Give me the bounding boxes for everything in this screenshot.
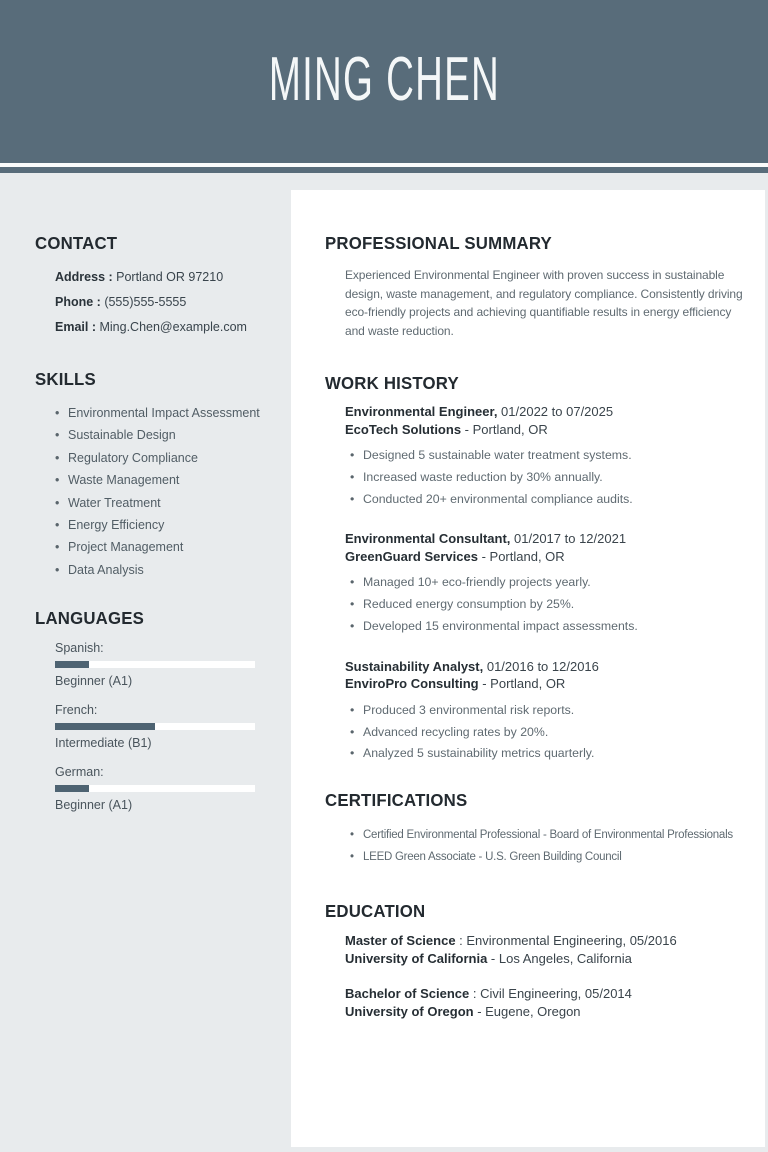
language-name: Spanish: (55, 641, 104, 656)
job-bullet: • Analyzed 5 sustainability metrics quarterly. (350, 743, 737, 765)
job-company-line (345, 421, 737, 439)
education-entry (325, 985, 737, 1020)
job-bullets (350, 445, 737, 510)
main-panel (291, 190, 765, 1147)
skill-item: • Data Analysis (55, 559, 263, 581)
certifications-section (325, 790, 737, 868)
contact-phone-label: Phone : (55, 295, 101, 309)
summary-section (325, 233, 743, 340)
language-item (55, 640, 263, 689)
education-degree-line (345, 985, 737, 1003)
certification-item: • Certified Environmental Professional - Board of Environmental Professionals (350, 824, 737, 846)
job-bullet: • Designed 5 sustainable water treatment systems. (350, 445, 737, 467)
job-dates: 01/2022 to 07/2025 (497, 404, 614, 419)
skill-item: • Regulatory Compliance (55, 447, 263, 469)
contact-heading: CONTACT (35, 233, 118, 253)
job-company: EnviroPro Consulting (345, 676, 479, 692)
job-company: EcoTech Solutions (345, 421, 462, 437)
job-bullet: • Managed 10+ eco-friendly projects yearly. (350, 572, 737, 594)
job-location: - Portland, OR (461, 421, 548, 437)
job-title: Environmental Consultant, (345, 531, 511, 547)
skill-item: • Project Management (55, 536, 263, 558)
language-progress-bar (55, 661, 255, 668)
contact-email-value: Ming.Chen@example.com (96, 320, 247, 334)
job-title-line (345, 530, 737, 548)
language-progress-bar (55, 723, 255, 730)
language-item (55, 764, 263, 813)
contact-phone-line (55, 290, 263, 315)
skill-item: • Energy Efficiency (55, 514, 263, 536)
header-band (0, 0, 768, 163)
education-field: : Civil Engineering, 05/2014 (469, 986, 632, 1002)
skill-item: • Sustainable Design (55, 424, 263, 446)
job-entry (325, 530, 737, 637)
language-progress-fill (55, 661, 89, 668)
job-location: - Portland, OR (477, 548, 565, 564)
job-entry (325, 403, 737, 510)
skill-item: • Water Treatment (55, 492, 263, 514)
contact-section (35, 233, 263, 340)
skills-list (35, 402, 263, 581)
summary-heading: PROFESSIONAL SUMMARY (325, 233, 552, 253)
certifications-list (350, 824, 737, 868)
education-degree: Bachelor of Science (345, 986, 470, 1002)
job-bullet: • Advanced recycling rates by 20%. (350, 722, 737, 744)
education-location: - Eugene, Oregon (473, 1003, 581, 1019)
language-item (55, 702, 263, 751)
job-bullet: • Reduced energy consumption by 25%. (350, 594, 737, 616)
job-bullet: • Increased waste reduction by 30% annually. (350, 467, 737, 489)
language-level: Beginner (A1) (55, 674, 133, 689)
contact-address-label: Address : (55, 270, 113, 284)
certification-item: • LEED Green Associate - U.S. Green Building Council (350, 846, 737, 868)
language-progress-fill (55, 785, 89, 792)
language-name: French: (55, 703, 98, 718)
job-bullet: • Conducted 20+ environmental compliance audits. (350, 489, 737, 511)
language-level: Intermediate (B1) (55, 736, 152, 751)
job-bullet: • Developed 15 environmental impact assessments. (350, 616, 737, 638)
education-entry (325, 932, 737, 967)
contact-address-line (55, 265, 263, 290)
languages-heading: LANGUAGES (35, 608, 145, 629)
job-company: GreenGuard Services (345, 548, 478, 564)
certifications-heading: CERTIFICATIONS (325, 790, 468, 811)
job-title: Environmental Engineer, (345, 404, 498, 419)
contact-phone-value: (555)555-5555 (100, 295, 187, 309)
contact-address-value: Portland OR 97210 (112, 270, 224, 284)
education-school: University of California (345, 950, 488, 966)
job-bullets (350, 700, 737, 765)
work-history-heading: WORK HISTORY (325, 373, 459, 393)
language-level: Beginner (A1) (55, 798, 133, 813)
education-location: - Los Angeles, California (487, 950, 632, 966)
job-dates: 01/2016 to 12/2016 (483, 658, 599, 674)
language-name: German: (55, 765, 104, 780)
skill-item: • Environmental Impact Assessment (55, 402, 263, 424)
education-school-line (345, 1003, 737, 1021)
job-bullets (350, 572, 737, 637)
job-dates: 01/2017 to 12/2021 (510, 531, 627, 547)
education-heading: EDUCATION (325, 901, 426, 922)
language-progress-bar (55, 785, 255, 792)
education-degree-line (345, 932, 737, 950)
work-history-section (325, 373, 737, 765)
skill-item: • Waste Management (55, 469, 263, 491)
skills-section (35, 369, 263, 581)
education-school-line (345, 950, 737, 968)
job-location: - Portland, OR (478, 676, 566, 692)
job-title-line (345, 403, 737, 421)
content-area (0, 173, 768, 1152)
page-title: MING CHEN (268, 45, 500, 114)
job-bullet: • Produced 3 environmental risk reports. (350, 700, 737, 722)
contact-email-line (55, 315, 263, 340)
job-entry (325, 658, 737, 765)
contact-email-label: Email : (55, 320, 96, 334)
languages-section (35, 608, 263, 813)
job-title: Sustainability Analyst, (345, 658, 484, 674)
job-company-line (345, 675, 737, 693)
summary-text: Experienced Environmental Engineer with proven success in sustainable design, waste management, and regulatory compliance. Consistently driving eco-friendly projects and achieving quantifiable results in energy efficiency and waste reduction. (345, 268, 743, 338)
education-field: : Environmental Engineering, 05/2016 (455, 933, 677, 949)
education-section (325, 901, 737, 1020)
education-school: University of Oregon (345, 1003, 474, 1019)
sidebar (0, 173, 291, 826)
language-progress-fill (55, 723, 155, 730)
job-company-line (345, 548, 737, 566)
job-title-line (345, 658, 737, 676)
education-degree: Master of Science (345, 933, 456, 949)
skills-heading: SKILLS (35, 369, 96, 389)
